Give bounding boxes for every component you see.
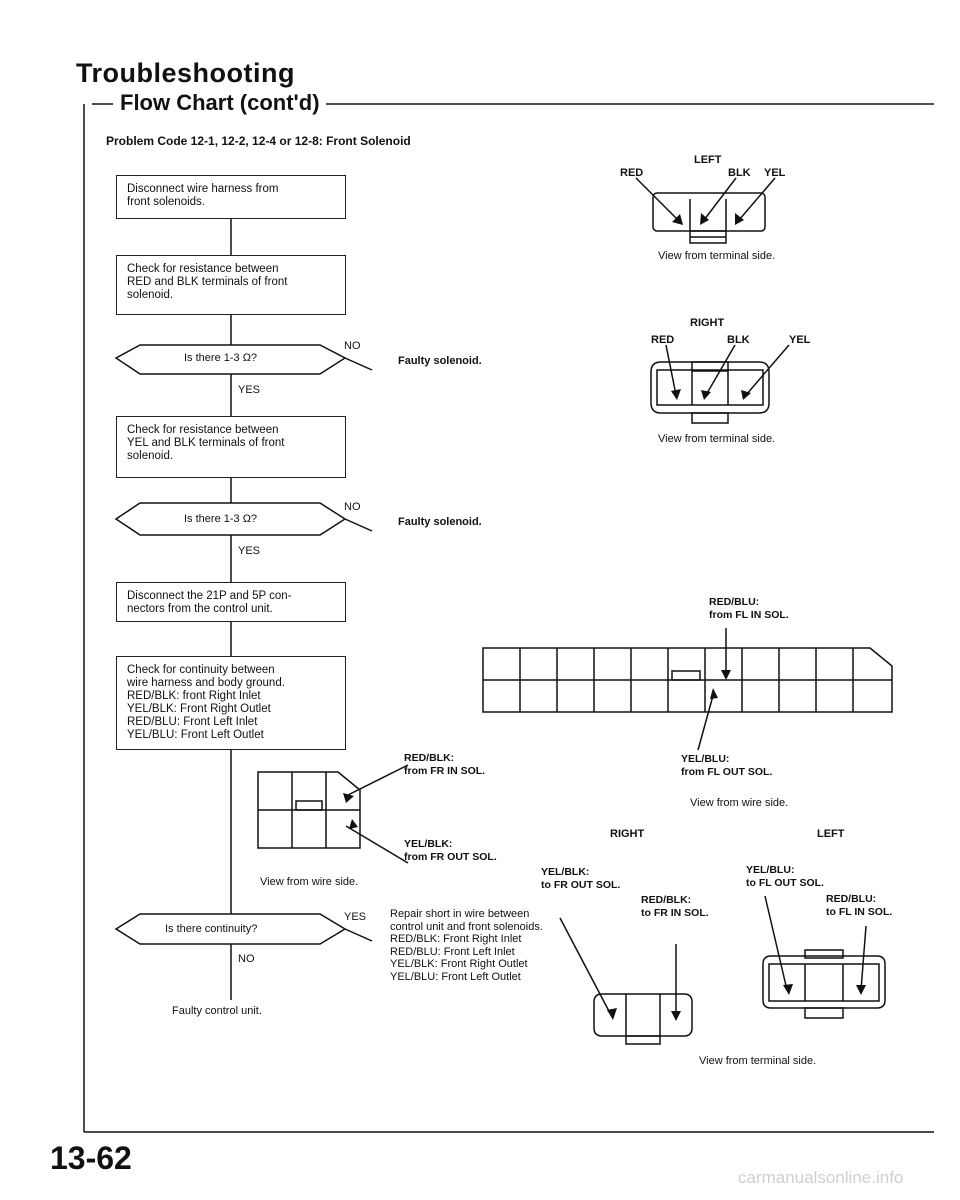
step-disconnect-control-unit: Disconnect the 21P and 5P con- nectors from the control unit. [116, 582, 346, 622]
right-connector-title: RIGHT [690, 317, 725, 329]
big-yelblu-label: YEL/BLU: from FL OUT SOL. [681, 753, 773, 778]
step-check-red-blk: Check for resistance between RED and BLK terminals of front solenoid. [116, 255, 346, 315]
left-red-label: RED [620, 167, 644, 179]
small-view-label: View from wire side. [260, 876, 359, 888]
step-check-continuity: Check for continuity between wire harness and body ground. RED/BLK: front Right Inlet YEL/BLK: Front Right Outlet RED/BLU: Front Left Inlet YEL/BLU: Front Left Outlet [116, 656, 346, 750]
decision-1-yes: YES [238, 384, 261, 396]
left-yel-label: YEL [764, 167, 786, 179]
bottom-yelblk-label: YEL/BLK: to FR OUT SOL. [541, 866, 621, 891]
watermark: carmanualsonline.info [738, 1168, 904, 1187]
bottom-right-title: RIGHT [610, 828, 645, 840]
decision-1-text: Is there 1-3 Ω? [184, 352, 258, 364]
right-view-label: View from terminal side. [658, 433, 776, 445]
right-blk-label: BLK [727, 334, 750, 346]
bottom-redblu-label: RED/BLU: to FL IN SOL. [826, 893, 893, 918]
page-title: Troubleshooting [76, 58, 295, 88]
step-check-yel-blk: Check for resistance between YEL and BLK terminals of front solenoid. [116, 416, 346, 478]
big-view-label: View from wire side. [690, 797, 789, 809]
bottom-yelblu-label: YEL/BLU: to FL OUT SOL. [746, 864, 824, 889]
decision-1-no: NO [344, 340, 361, 352]
decision-3-yes-result: Repair short in wire between control unit and front solenoids. RED/BLK: Front Right Inlet RED/BLU: Front Left Inlet YEL/BLK: Front Right Outlet YEL/BLU: Front Left Outlet [390, 908, 543, 983]
left-connector-title: LEFT [694, 154, 722, 166]
decision-3-text: Is there continuity? [165, 923, 258, 935]
right-yel-label: YEL [789, 334, 811, 346]
page-number: 13-62 [50, 1140, 132, 1176]
decision-2-no-result: Faulty solenoid. [398, 516, 482, 528]
left-view-label: View from terminal side. [658, 250, 776, 262]
decision-2-text: Is there 1-3 Ω? [184, 513, 258, 525]
right-red-label: RED [651, 334, 675, 346]
decision-3-no-result: Faulty control unit. [172, 1005, 262, 1017]
big-redblu-label: RED/BLU: from FL IN SOL. [709, 596, 789, 621]
decision-2-yes: YES [238, 545, 261, 557]
left-blk-label: BLK [728, 167, 751, 179]
bottom-left-title: LEFT [817, 828, 845, 840]
decision-3-no: NO [238, 953, 255, 965]
bottom-view-label: View from terminal side. [699, 1055, 817, 1067]
small-redblk-label: RED/BLK: from FR IN SOL. [404, 752, 486, 777]
small-yelblk-label: YEL/BLK: from FR OUT SOL. [404, 838, 497, 863]
decision-3-yes: YES [344, 911, 367, 923]
decision-2-no: NO [344, 501, 361, 513]
step-disconnect-harness: Disconnect wire harness from front solenoids. [116, 175, 346, 219]
decision-1-no-result: Faulty solenoid. [398, 355, 482, 367]
problem-code: Problem Code 12-1, 12-2, 12-4 or 12-8: Front Solenoid [106, 134, 411, 148]
page-subtitle: Flow Chart (cont'd) [120, 90, 320, 115]
bottom-redblk-label: RED/BLK: to FR IN SOL. [641, 894, 709, 919]
